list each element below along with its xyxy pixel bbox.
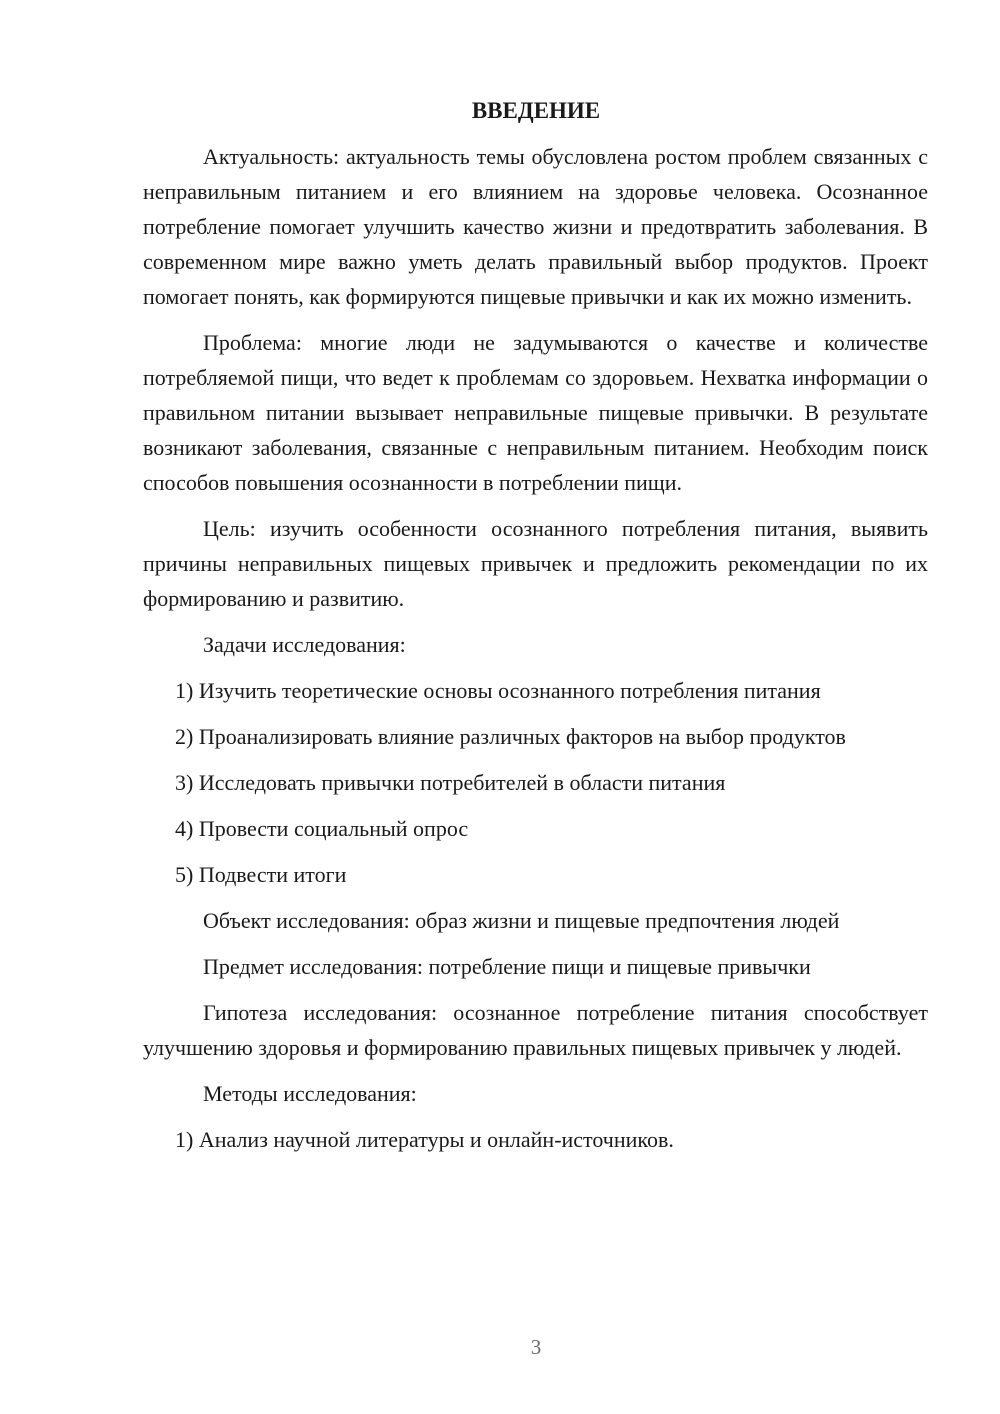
paragraph-object: Объект исследования: образ жизни и пищевые предпочтения людей — [203, 908, 840, 933]
paragraph-goal: Цель: изучить особенности осознанного потребления питания, выявить причины неправильных пищевых привычек и предложить рекомендации по их формированию и развитию. — [143, 516, 928, 611]
document-body — [143, 139, 928, 1168]
task-item-1: 1) Изучить теоретические основы осознанного потребления питания — [175, 678, 821, 703]
tasks-heading: Задачи исследования: — [203, 632, 406, 657]
page-title: ВВЕДЕНИЕ — [471, 98, 601, 123]
paragraph-relevance: Актуальность: актуальность темы обусловлена ростом проблем связанных с неправильным питанием и его влиянием на здоровье человека. Осознанное потребление помогает улучшить качество жизни и предотвратить заболевания. В современном мире важно уметь делать правильный выбор продуктов. Проект помогает понять, как формируются пищевые привычки и как их можно изменить. — [143, 144, 928, 309]
task-item-3: 3) Исследовать привычки потребителей в области питания — [175, 770, 726, 795]
task-item-5: 5) Подвести итоги — [175, 862, 347, 887]
page-number: 3 — [530, 1335, 542, 1359]
task-item-4: 4) Провести социальный опрос — [175, 816, 469, 841]
paragraph-problem: Проблема: многие люди не задумываются о качестве и количестве потребляемой пищи, что ведет к проблемам со здоровьем. Нехватка информации о правильном питании вызывает неправильные пищевые привычки. В результате возникают заболевания, связанные с неправильным питанием. Необходим поиск способов повышения осознанности в потреблении пищи. — [143, 330, 928, 495]
method-item-1: 1) Анализ научной литературы и онлайн-источников. — [175, 1127, 674, 1152]
paragraph-subject: Предмет исследования: потребление пищи и пищевые привычки — [203, 954, 811, 979]
methods-heading: Методы исследования: — [203, 1081, 417, 1106]
paragraph-hypothesis: Гипотеза исследования: осознанное потребление питания способствует улучшению здоровья и формированию правильных пищевых привычек у людей. — [143, 1000, 928, 1060]
task-item-2: 2) Проанализировать влияние различных факторов на выбор продуктов — [175, 724, 846, 749]
